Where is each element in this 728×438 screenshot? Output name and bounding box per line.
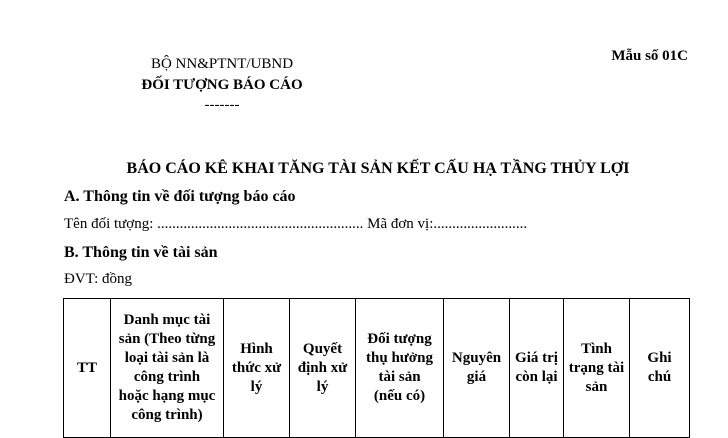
ministry-name: BỘ NN&PTNT/UBND (150, 56, 294, 72)
table-header-row (64, 299, 690, 438)
header-cell-beneficiary: Đối tượng thụ hưởng tài sản (nếu có) (356, 299, 444, 438)
section-a-heading: A. Thông tin về đối tượng báo cáo (64, 188, 296, 205)
header-cell-remaining-value: Giá trị còn lại (510, 299, 564, 438)
header-cell-asset-condition: Tình trạng tài sản (564, 299, 630, 438)
section-b-heading: B. Thông tin về tài sản (64, 244, 218, 261)
header-cell-original-cost: Nguyên giá (444, 299, 510, 438)
form-code: Mẫu số 01C (611, 48, 688, 64)
header-cell-asset-category: Danh mục tài sản (Theo từng loại tài sản là công trình hoặc hạng mục công trình) (111, 299, 224, 438)
header-cell-tt: TT (64, 299, 111, 438)
report-title: BÁO CÁO KÊ KHAI TĂNG TÀI SẢN KẾT CẤU HẠ TẦNG THỦY LỢI (126, 160, 630, 177)
reporting-entity: ĐỐI TƯỢNG BÁO CÁO (141, 77, 303, 93)
entity-fields-line: Tên đối tượng: ....................................................... Mã đơn vị:......................... (64, 216, 528, 232)
header-cell-disposal-form: Hình thức xử lý (224, 299, 290, 438)
header-cell-disposal-decision: Quyết định xử lý (290, 299, 356, 438)
currency-unit: ĐVT: đồng (64, 271, 132, 287)
header-cell-notes: Ghi chú (630, 299, 690, 438)
asset-table (63, 298, 690, 438)
header-divider: ------- (204, 97, 240, 113)
